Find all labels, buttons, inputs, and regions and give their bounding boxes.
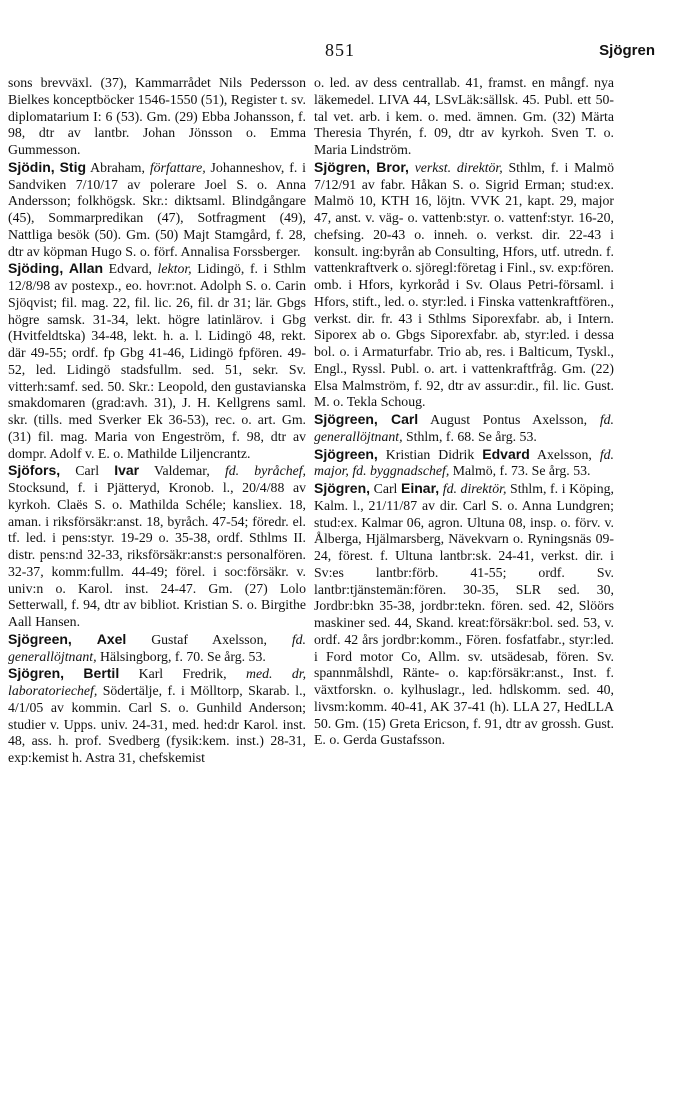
entry-text: sons brevväxl. (37), Kammarrådet Nils Pedersson Bielkes konceptböcker 1546-1550 (51), Register t. sv. diplomatarium I: 6 (53). Gm. (29) Ebba Johansson, f. 98, dtr av lantbr. Johan Jönsson o. Emma Gummesson. — [8, 75, 306, 157]
entry-occupation: verkst. direktör, — [414, 159, 503, 175]
entry-sjogreen-carl — [314, 411, 614, 446]
entry-text: Sthlm, f. i Malmö 7/12/91 av fabr. Håkan S. o. Sigrid Erman; stud:ex. Malmö 10, KTH 16, löjtn. VVK 21, kapt. 29, major 47, anst. v. väg- o. vattenb:styr. o. vattenf:styr. 16-20, chefsing. 20-43 o. inneh. o. verkst. dir. 22-43 i konsult. ing:byrån ab Consulting, Hfors, utf. utredn. f. vattenkraftverk o. sjöregl:företag i Finl., sv. exp:fören. omb. i Hfors, kyrkoråd i Sv. Olaus Petri-församl. i Hfors, stift., led. o. styr:led. i Finska vattenkraftfören., verkst. dir. fr. 43 i Sthlms Siporexfabr. ab, i Intern. Siporex ab o. Gbgs Siporexfabr. ab, styr:led. i dessa bol. o. i Armaturfabr. Trio ab, res. i Balticum, Tyskl., Engl., Ryssl. Publ. o. art. i vattenkraftfråg. Gm. (22) Elsa Malmström, f. 92, dtr av assur:dir., fil. lic. Gust. M. o. Tekla Schoug. — [314, 159, 614, 410]
entry-sjogren-bror — [314, 159, 614, 411]
entry-surname: Sjögren, Bror, — [314, 158, 409, 175]
entry-call-name: Bertil — [83, 665, 120, 682]
entry-sjogren-bertil — [8, 665, 306, 767]
entry-surname: Sjögreen, Carl — [314, 411, 419, 427]
entry-surname: Sjöfors, — [8, 462, 61, 479]
entry-sjogren-einar — [314, 480, 614, 749]
entry-given-names-2: Axelsson, — [537, 446, 592, 462]
entry-first-name: Carl — [373, 481, 398, 496]
entry-surname: Sjögren, — [8, 665, 65, 682]
entry-call-name: Stig — [59, 158, 87, 175]
entry-text: Stocksund, f. i Pjätteryd, Kronob. l., 20/4/88 av kyrkoh. Claës S. o. Mathilda Schéle; kansliex. 18, aman. i riksförsäkr:anst. 18, byråch. 47-54; föredr. el. tf. led. i pens:styr. 19-29 o. 35-38, ordf. Sthlms II. distr. pens:nd 32-33, riksförsäkr:anst:s personalfören. 32-37, komm:fullm. 44-49; förel. i soc:försäkr. v. univ:n o. Karol. inst. 24-47. Gm. (27) Lolo Setterwall, f. 94, dtr av bibliot. Kristian S. o. Birgithe Aall Hansen. — [8, 480, 306, 629]
entry-surname: Sjödin, — [8, 158, 55, 175]
entry-text: Lidingö, f. i Sthlm 12/8/98 av postexp., eo. hovr:not. Adolph S. o. Carin Sjöqvist; fil. mag. 22, fil. lic. 26, fil. dr 31; lär. Gbgs högre samsk. 31-34, lekt. högre latinlärov. i Gbg (Hvitfeldtska) 34-48, lekt. h. a. l. Lidingö 48, rekt. där 49-55; ordf. fp Gbg 41-46, Lidingö fpfören. 49-52, led. Lidingö stadsfullm. sed. 51, sekr. Sv. vitterh:samf. sed. 50. Skr.: Leopold, den gustavianska smakdomaren (grad:avh. 31), J. H. Kellgrens saml. skr. (tills. med Sverker Ek 36-53), rec. o. art. Gm. (31) fil. mag. Maria von Engeström, f. 98, dtr av dompr. Adolf v. E. o. Mathilde Liljencrantz. — [8, 261, 306, 461]
running-head: Sjögren — [599, 42, 655, 59]
entry-occupation: med. dr, laboratoriechef, — [8, 666, 307, 698]
entry-occupation: fd. major, fd. byggnadschef, — [314, 446, 614, 479]
entry-given-names: Kristian Didrik — [385, 446, 475, 462]
page-number: 851 — [325, 40, 355, 60]
entry-surname: Sjögreen, — [314, 445, 378, 462]
entry-surname: Sjögren, — [314, 480, 371, 496]
entry-sjoding-allan — [8, 260, 306, 462]
entry-continuation — [314, 75, 614, 159]
entry-occupation: fd. byråchef, — [224, 463, 307, 479]
entry-sjodin-stig — [8, 159, 306, 261]
entry-call-name: Einar, — [401, 480, 440, 496]
entry-occupation: fd. generallöjtnant, — [314, 412, 615, 444]
entry-first-name: Carl — [75, 463, 100, 479]
entry-occupation: fd. direktör, — [442, 481, 507, 496]
entry-occupation: lektor, — [157, 261, 192, 277]
entry-given-names: Valdemar, — [154, 463, 210, 479]
entry-text: Hälsingborg, f. 70. Se årg. 53. — [99, 648, 266, 664]
entry-sjofors-ivar — [8, 462, 306, 631]
entry-text: Johanneshov, f. i Sandviken 7/10/17 av polerare Joel S. o. Anna Andersson; folkhögsk. Skr.: diktsaml. Blindgångare (45), Sommarpredikan (47), Sotfragment (49), Nattliga besök (50). Gm. (50) Majt Stamgård, f. 28, dtr av köpman Hugo S. o. förf. Annalisa Forssberger. — [8, 159, 307, 259]
entry-call-name: Ivar — [114, 462, 140, 479]
entry-occupation: författare, — [149, 159, 206, 175]
entry-text: o. led. av dess centrallab. 41, framst. en mångf. nya läkemedel. LIVA 44, LSvLäk:sällsk. 45. Publ. ett 50-tal vet. arb. i kem. o. med. ämnen. Gm. (32) Märta Theresia Thyrén, f. 09, dtr av kyrkoh. Sven T. o. Maria Lindström. — [314, 75, 614, 157]
entry-text: Södertälje, f. i Mölltorp, Skarab. l., 4/1/05 av kommin. Carl S. o. Gunhild Anderson; studier v. Upps. univ. 24-31, med. hed:dr Karol. inst. 48, ass. h. prof. Svedberg (fysik:kem. inst.) 28-31, exp:kemist h. Astra 31, chefskemist — [8, 683, 306, 765]
entry-continuation — [8, 75, 306, 159]
entry-sjogreen-axel — [8, 631, 306, 666]
left-column — [8, 75, 306, 767]
page-header — [0, 40, 680, 70]
entry-text: Malmö, f. 73. Se årg. 53. — [452, 463, 591, 479]
entry-occupation: fd. generallöjtnant, — [8, 631, 307, 664]
entry-given-names: Abraham, — [90, 159, 145, 175]
entry-given-names: Gustaf Axelsson, — [151, 631, 267, 647]
entry-text: Sthlm, f. 68. Se årg. 53. — [405, 428, 537, 444]
entry-call-name: Allan — [68, 260, 104, 277]
entry-given-names: Edvard, — [108, 261, 152, 277]
entry-given-names: Karl Fredrik, — [138, 666, 227, 682]
entry-surname: Sjöding, — [8, 260, 64, 277]
entry-given-names: August Pontus Axelsson, — [430, 412, 588, 427]
entry-sjogreen-edvard — [314, 446, 614, 481]
entry-surname: Sjögreen, — [8, 630, 72, 647]
entry-text: Sthlm, f. i Köping, Kalm. l., 21/11/87 av dir. Carl S. o. Anna Lundgren; stud:ex. Kalmar 06, agron. Ultuna 08, insp. o. förv. v. Ålberga, Hjälmarsberg, Nävekvarn o. Ryningsnäs 09-24, förest. f. Ultuna lantbr:sk. 24-41, verkst. dir. i Sv:es lantbr:förb. 41-55; ordf. Sv. lantbr:tjänstemän:fören. 30-35, SLR sed. 30, Jordbr:bkn 35-38, jordbr:tekn. fören. sed. 42, Slöörs maskiner sed. 44, Skand. kreat:försäkr:bol. sed. 53, v. ordf. 42 års jordbr:komm., Fören. fosfatfabr., styr:led. i Ford motor Co, Allm. sv. utsädesab, fören. Sv. spannmålshdl, Ränte- o. kap:försäkr:anst., Inst. f. växtforskn. o. kylhuslagr., led. hdlskomm. sed. 40, livsm:komm. 40-41, AK 37-41 (h). LLA 27, HedLLA 50. Gm. (15) Greta Ericson, f. 91, dtr av grossh. Gust. E. o. Gerda Gustafsson. — [314, 481, 614, 748]
right-column — [314, 75, 614, 749]
entry-call-name: Edvard — [482, 445, 530, 462]
entry-call-name: Axel — [96, 630, 127, 647]
